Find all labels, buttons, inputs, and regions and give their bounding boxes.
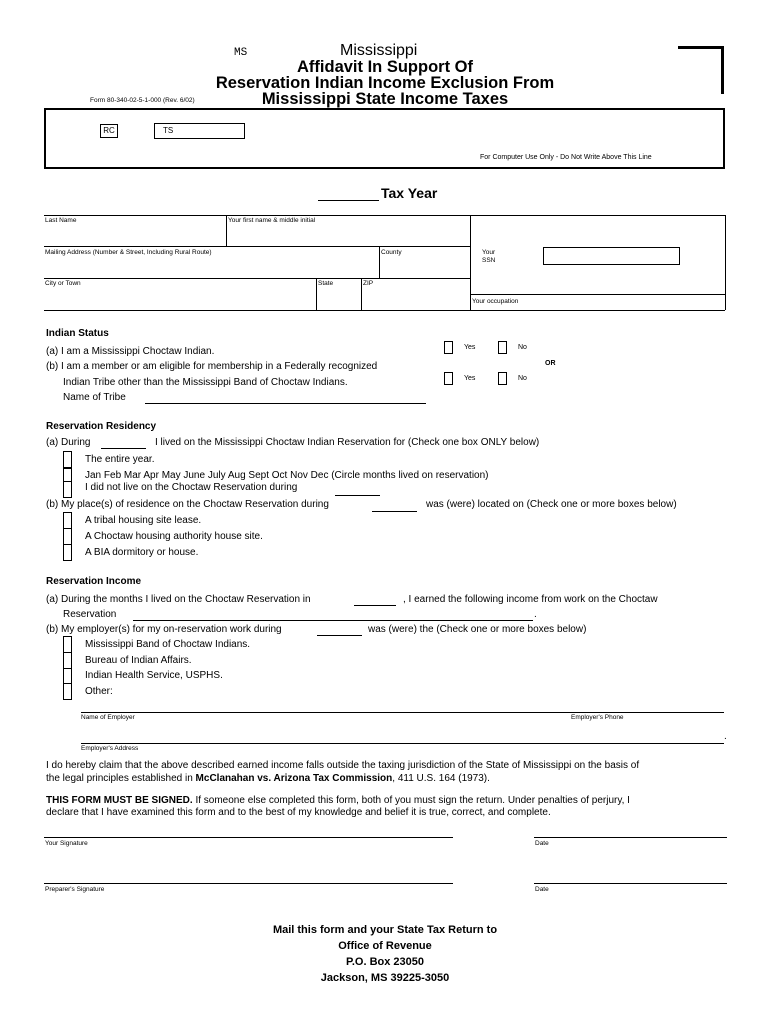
ssn-label-2: SSN <box>482 257 496 264</box>
residency-a-suffix: I lived on the Mississippi Choctaw Indian Reservation for (Check one box ONLY below) <box>155 437 540 448</box>
rc-label: RC <box>103 126 115 135</box>
residency-b-blank[interactable] <box>372 511 417 512</box>
sign-notice-rest: If someone else completed this form, both of you must sign the return. Under penalties of perjury, I <box>192 795 630 806</box>
entire-year-checkbox[interactable] <box>63 451 72 468</box>
bia-checkbox[interactable] <box>63 652 72 669</box>
grid-top <box>44 215 725 216</box>
grid-h1 <box>44 246 470 247</box>
tribe-name-line[interactable] <box>145 403 426 404</box>
mail-line4: Jackson, MS 39225-3050 <box>320 972 450 984</box>
housing-authority-checkbox[interactable] <box>63 528 72 545</box>
ts-label: TS <box>163 126 174 135</box>
city-label: City or Town <box>45 280 81 287</box>
grid-v3 <box>316 278 317 310</box>
tax-year-blank[interactable] <box>318 200 379 201</box>
status-b-yes-label: Yes <box>464 375 476 382</box>
income-b-suffix: was (were) the (Check one or more boxes below) <box>368 624 587 635</box>
tax-year-label: Tax Year <box>381 185 438 201</box>
other-employer-checkbox[interactable] <box>63 683 72 700</box>
grid-v1 <box>226 215 227 247</box>
preparer-signature-label: Preparer's Signature <box>45 886 105 893</box>
income-a-period: . <box>534 609 537 620</box>
income-heading: Reservation Income <box>46 576 142 587</box>
residency-a-blank[interactable] <box>101 448 146 449</box>
date-label: Date <box>535 840 549 847</box>
preparer-signature-line[interactable] <box>44 883 453 884</box>
state-title: Mississippi <box>340 42 418 59</box>
county-label: County <box>381 249 402 256</box>
employer-name-line[interactable] <box>81 712 724 713</box>
choctaw-band-checkbox[interactable] <box>63 636 72 653</box>
ms-label: MS <box>234 47 248 59</box>
did-not-live-blank[interactable] <box>335 495 380 496</box>
first-name-label: Your first name & middle initial <box>228 217 316 224</box>
declaration-line2 <box>46 773 490 784</box>
tribal-lease-label: A tribal housing site lease. <box>85 515 202 526</box>
months-label: Jan Feb Mar Apr May June July Aug Sept Oct Nov Dec (Circle months lived on reservation) <box>85 470 489 481</box>
status-a-yes-label: Yes <box>464 344 476 351</box>
indian-status-b2: Indian Tribe other than the Mississippi Band of Choctaw Indians. <box>63 377 348 388</box>
case-citation: McClanahan vs. Arizona Tax Commission <box>195 773 393 784</box>
declaration-line2-suffix: , 411 U.S. 164 (1973). <box>392 773 490 784</box>
zip-label: ZIP <box>363 280 374 287</box>
indian-status-a: (a) I am a Mississippi Choctaw Indian. <box>46 346 215 357</box>
grid-divider <box>470 215 471 310</box>
preparer-date-label: Date <box>535 886 549 893</box>
grid-h3 <box>470 294 725 295</box>
preparer-date-line[interactable] <box>534 883 727 884</box>
corner-bracket-top <box>678 46 724 49</box>
occupation-label: Your occupation <box>472 298 519 305</box>
must-sign-label: THIS FORM MUST BE SIGNED. <box>46 795 193 806</box>
ihs-label: Indian Health Service, USPHS. <box>85 670 223 681</box>
status-a-no-label: No <box>518 344 527 351</box>
did-not-live-label: I did not live on the Choctaw Reservation during <box>85 482 298 493</box>
title-line3: Mississippi State Income Taxes <box>261 90 509 108</box>
mail-line2: Office of Revenue <box>338 940 432 952</box>
ts-field[interactable] <box>154 123 245 139</box>
status-a-yes-checkbox[interactable] <box>444 341 453 354</box>
title-line1: Affidavit In Support Of <box>297 58 473 76</box>
or-label: OR <box>545 360 556 367</box>
residency-b-suffix: was (were) located on (Check one or more boxes below) <box>426 499 677 510</box>
bia-dormitory-label: A BIA dormitory or house. <box>85 547 199 558</box>
tribe-name-label: Name of Tribe <box>63 392 126 403</box>
housing-authority-label: A Choctaw housing authority house site. <box>85 531 263 542</box>
other-employer-label: Other: <box>85 686 113 697</box>
status-a-no-checkbox[interactable] <box>498 341 507 354</box>
residency-a-prefix: (a) During <box>46 437 91 448</box>
sign-notice-line1 <box>46 795 630 806</box>
income-b-blank[interactable] <box>317 635 362 636</box>
employer-address-line[interactable] <box>81 743 724 744</box>
title-line2: Reservation Indian Income Exclusion From <box>215 74 555 92</box>
employer-address-period: . <box>724 731 727 742</box>
tribal-lease-checkbox[interactable] <box>63 512 72 529</box>
did-not-live-checkbox[interactable] <box>63 481 72 498</box>
status-b-yes-checkbox[interactable] <box>444 372 453 385</box>
status-b-no-label: No <box>518 375 527 382</box>
form-number: Form 80-340-02-5-1-000 (Rev. 6/02) <box>90 97 195 104</box>
your-signature-label: Your Signature <box>45 840 88 847</box>
employer-name-label: Name of Employer <box>81 714 135 721</box>
employer-phone-label: Employer's Phone <box>571 714 624 721</box>
rc-field[interactable] <box>100 124 118 138</box>
income-a-line2: Reservation <box>63 609 117 620</box>
income-a-suffix: , I earned the following income from work on the Choctaw <box>403 594 658 605</box>
income-a-year-blank[interactable] <box>354 605 396 606</box>
residency-b-prefix: (b) My place(s) of residence on the Choctaw Reservation during <box>46 499 329 510</box>
declaration-line1: I do hereby claim that the above described earned income falls outside the taxing jurisdiction of the State of Mississippi on the basis of <box>46 760 640 771</box>
sign-notice-line2: declare that I have examined this form and to the best of my knowledge and belief it is true, correct, and complete. <box>46 807 551 818</box>
income-amount-line[interactable] <box>133 620 533 621</box>
choctaw-band-label: Mississippi Band of Choctaw Indians. <box>85 639 251 650</box>
state-label: State <box>318 280 334 287</box>
corner-bracket-side <box>721 46 724 94</box>
computer-use-note: For Computer Use Only - Do Not Write Above This Line <box>480 154 652 161</box>
indian-status-b1: (b) I am a member or am eligible for membership in a Federally recognized <box>46 361 378 372</box>
ssn-input[interactable] <box>543 247 680 265</box>
date-line[interactable] <box>534 837 727 838</box>
bia-dormitory-checkbox[interactable] <box>63 544 72 561</box>
mail-line3: P.O. Box 23050 <box>345 956 425 968</box>
entire-year-label: The entire year. <box>85 454 155 465</box>
bia-label: Bureau of Indian Affairs. <box>85 655 192 666</box>
your-signature-line[interactable] <box>44 837 453 838</box>
status-b-no-checkbox[interactable] <box>498 372 507 385</box>
grid-v4 <box>361 278 362 310</box>
income-b-prefix: (b) My employer(s) for my on-reservation work during <box>46 624 282 635</box>
declaration-line2-prefix: the legal principles established in <box>46 773 193 784</box>
income-a-prefix: (a) During the months I lived on the Choctaw Reservation in <box>46 594 311 605</box>
grid-v2 <box>379 246 380 278</box>
residency-heading: Reservation Residency <box>46 421 157 432</box>
last-name-label: Last Name <box>45 217 77 224</box>
mailing-address-label: Mailing Address (Number & Street, Including Rural Route) <box>45 249 212 256</box>
mail-line1: Mail this form and your State Tax Return to <box>272 924 498 936</box>
ssn-label-1: Your <box>482 249 496 256</box>
employer-address-label: Employer's Address <box>81 745 139 752</box>
grid-h2 <box>44 278 470 279</box>
indian-status-heading: Indian Status <box>46 328 109 339</box>
grid-right <box>725 215 726 310</box>
grid-bottom <box>44 310 725 311</box>
